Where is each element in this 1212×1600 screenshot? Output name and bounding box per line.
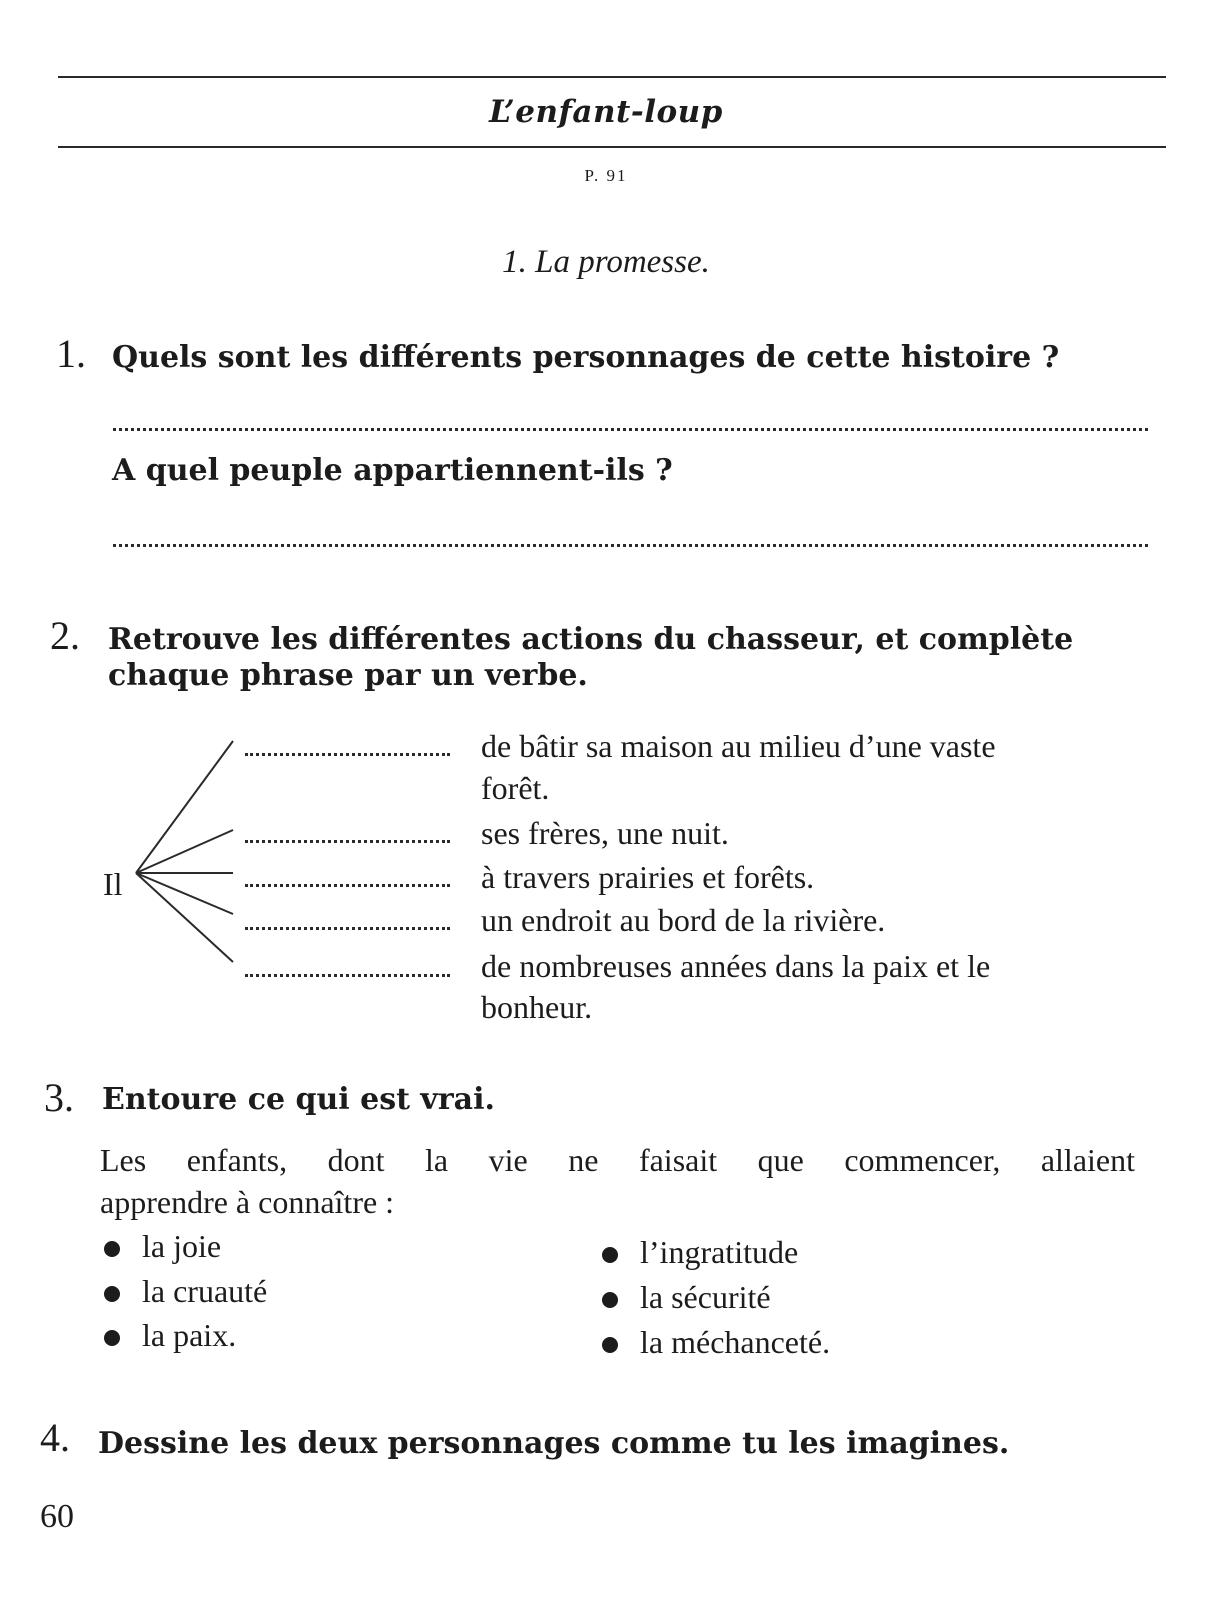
branch-line-5 — [136, 873, 233, 962]
q3-option-ingratitude[interactable]: l’ingratitude — [640, 1234, 799, 1270]
q3-text-line-1: Les enfants, dont la vie ne faisait que commencer, allaient — [100, 1142, 1135, 1178]
q2-phrase-1a: de bâtir sa maison au milieu d’une vaste — [481, 728, 996, 764]
q3-bullet-left-1 — [104, 1241, 120, 1257]
q2-phrase-2: ses frères, une nuit. — [481, 815, 729, 851]
q4-number: 4. — [40, 1415, 70, 1460]
q3-bullet-right-2 — [602, 1292, 618, 1308]
page-number: 60 — [40, 1498, 74, 1535]
q2-question-line-1: Retrouve les différentes actions du chasseur, et complète — [108, 622, 1074, 657]
q2-phrase-5a: de nombreuses années dans la paix et le — [481, 948, 991, 984]
q2-question-line-2: chaque phrase par un verbe. — [108, 658, 588, 693]
q3-bullet-right-1 — [602, 1247, 618, 1263]
branch-line-4 — [136, 873, 233, 914]
q2-blank-4[interactable] — [245, 927, 450, 930]
q2-number: 2. — [50, 613, 80, 658]
q3-text-line-2: apprendre à connaître : — [100, 1184, 395, 1220]
q3-option-securite[interactable]: la sécurité — [640, 1279, 771, 1315]
q2-phrase-1b: forêt. — [481, 770, 550, 806]
q3-option-cruaute[interactable]: la cruauté — [142, 1273, 268, 1309]
q2-phrase-4: un endroit au bord de la rivière. — [481, 902, 886, 938]
branch-line-1 — [136, 741, 233, 873]
q2-phrase-3: à travers prairies et forêts. — [481, 859, 815, 895]
q3-question: Entoure ce qui est vrai. — [102, 1082, 495, 1117]
worksheet-title: L’enfant-loup — [489, 94, 723, 130]
q2-blank-5[interactable] — [245, 974, 450, 977]
q1-number: 1. — [56, 331, 86, 376]
page-reference: P. 91 — [584, 166, 628, 185]
q1-question: Quels sont les différents personnages de cette histoire ? — [112, 340, 1060, 375]
q2-phrase-5b: bonheur. — [481, 989, 593, 1025]
q3-bullet-left-2 — [104, 1286, 120, 1302]
chapter-title: 1. La promesse. — [502, 244, 710, 280]
q3-number: 3. — [44, 1075, 74, 1120]
q2-subject-il: Il — [103, 866, 123, 902]
q3-option-mechancete[interactable]: la méchanceté. — [640, 1324, 831, 1360]
q3-option-joie[interactable]: la joie — [142, 1228, 222, 1264]
q2-blank-3[interactable] — [245, 884, 450, 887]
branch-line-2 — [136, 830, 233, 873]
q2-blank-1[interactable] — [245, 753, 450, 756]
q2-blank-2[interactable] — [245, 840, 450, 843]
q3-bullet-left-3 — [104, 1330, 120, 1346]
q3-option-paix[interactable]: la paix. — [142, 1317, 237, 1353]
q3-bullet-right-3 — [602, 1337, 618, 1353]
q1-sub-question: A quel peuple appartiennent-ils ? — [112, 453, 673, 488]
q4-question: Dessine les deux personnages comme tu les imagines. — [98, 1426, 1010, 1461]
